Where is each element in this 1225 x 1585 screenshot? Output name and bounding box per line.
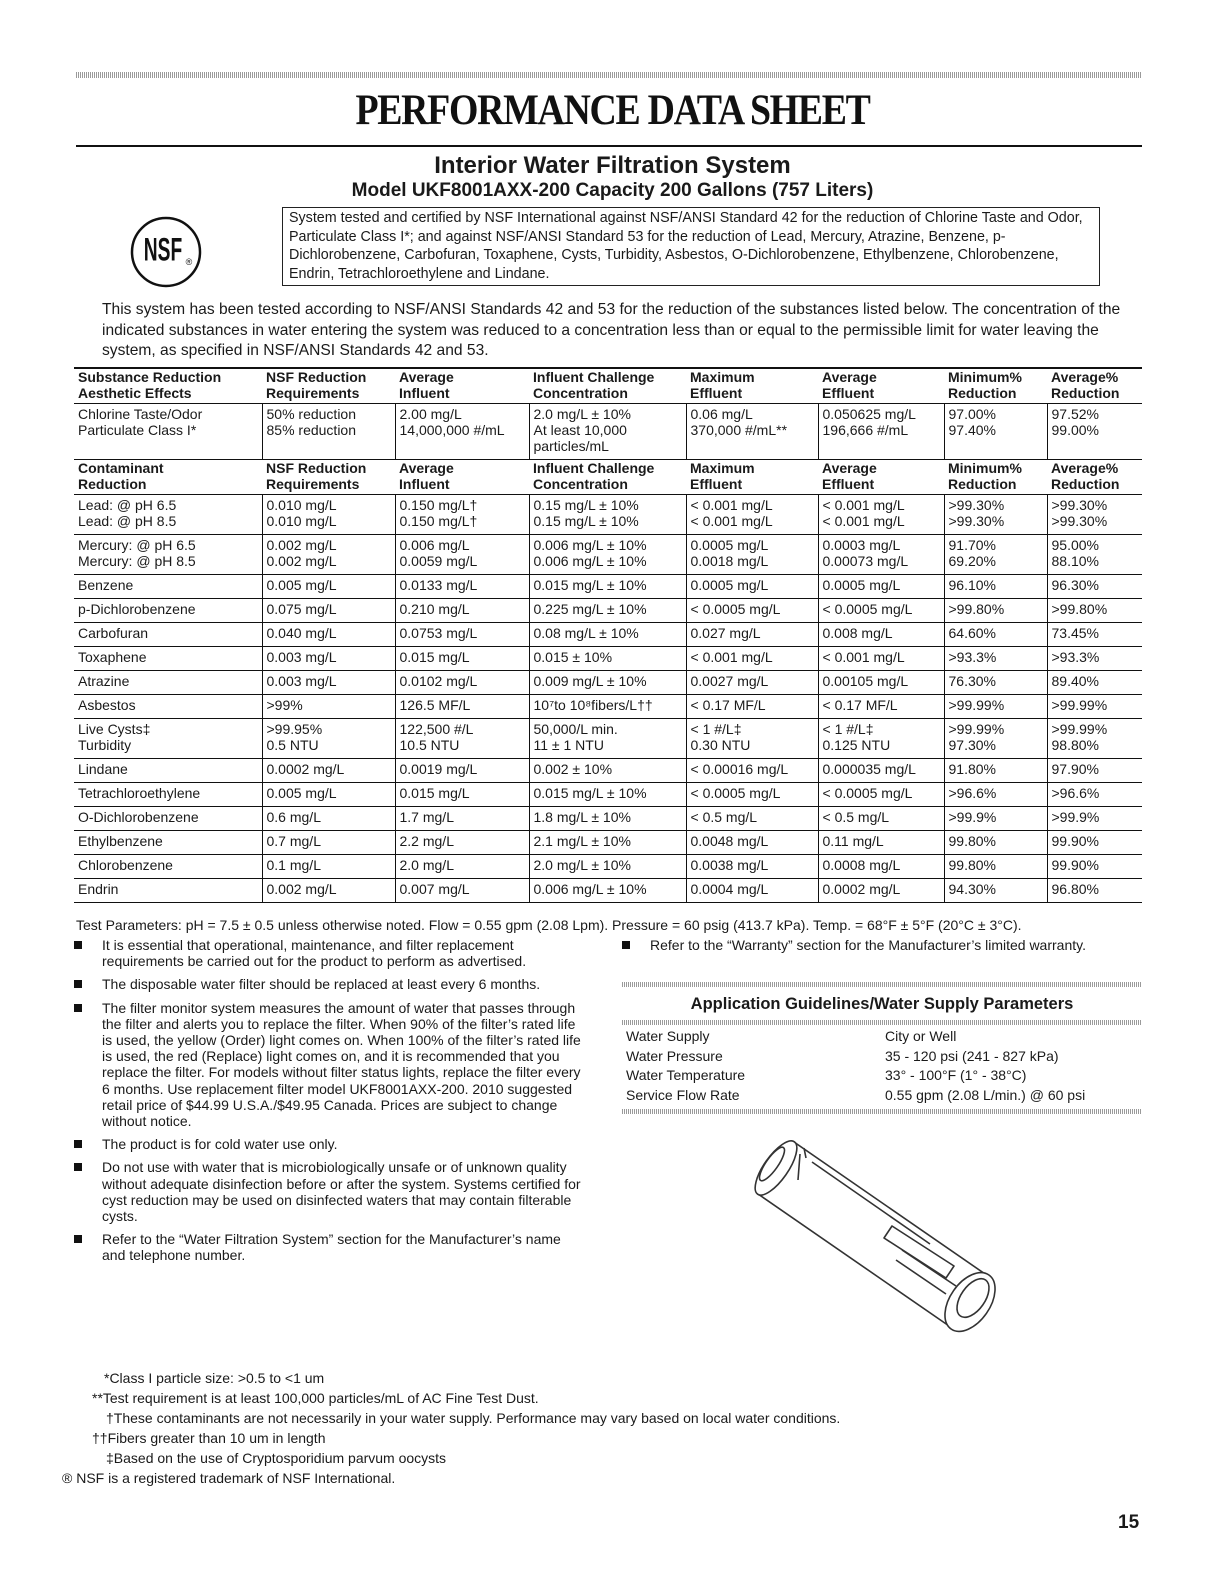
table-cell: < 1 #/L‡ 0.125 NTU: [818, 718, 944, 758]
application-label: Service Flow Rate: [626, 1086, 740, 1103]
bullet-text: The product is for cold water use only.: [102, 1136, 338, 1153]
table-cell: 0.225 mg/L ± 10%: [529, 598, 686, 622]
table-cell: 0.050625 mg/L 196,666 #/mL: [818, 403, 944, 459]
bullet-item: [74, 1136, 584, 1152]
table-cell: Lead: @ pH 6.5 Lead: @ pH 8.5: [74, 494, 262, 534]
table-row: [74, 598, 1142, 622]
table-cell: 99.80%: [944, 854, 1047, 878]
page-title: PERFORMANCE DATA SHEET: [355, 87, 870, 134]
table-cell: 99.90%: [1047, 830, 1142, 854]
table-cell: 0.015 mg/L ± 10%: [529, 782, 686, 806]
application-row: [626, 1086, 1138, 1106]
table-cell: 0.11 mg/L: [818, 830, 944, 854]
application-rows: [622, 1025, 1142, 1109]
table-cell: Lindane: [74, 758, 262, 782]
title-rule: [76, 145, 1142, 147]
table-cell: 97.00% 97.40%: [944, 403, 1047, 459]
table-cell: 50,000/L min. 11 ± 1 NTU: [529, 718, 686, 758]
table-cell: 0.006 mg/L 0.0059 mg/L: [395, 534, 529, 574]
bullet-text: Refer to the “Water Filtration System” section for the Manufacturer’s name and telephone number.: [102, 1231, 561, 1264]
table-cell: 96.80%: [1047, 878, 1142, 902]
table-cell: 0.0038 mg/L: [686, 854, 818, 878]
table-cell: 0.0102 mg/L: [395, 670, 529, 694]
table-cell: 0.1 mg/L: [262, 854, 395, 878]
bullet-text: The disposable water filter should be replaced at least every 6 months.: [102, 976, 541, 993]
column-header: Contaminant Reduction: [74, 459, 262, 494]
bullet-item: [74, 976, 584, 992]
table-row: [74, 758, 1142, 782]
table-cell: 126.5 MF/L: [395, 694, 529, 718]
model-line: Model UKF8001AXX-200 Capacity 200 Gallons (757 Liters): [351, 180, 874, 201]
column-header: Minimum% Reduction: [944, 459, 1047, 494]
table-cell: < 0.17 MF/L: [686, 694, 818, 718]
table-cell: 0.007 mg/L: [395, 878, 529, 902]
column-header: Maximum Effluent: [686, 368, 818, 403]
table-cell: < 0.001 mg/L: [686, 646, 818, 670]
bullet-text: Do not use with water that is microbiologically unsafe or of unknown quality without adequate disinfection before or after the system. Systems certified for cyst reduction may be used on disinfected waters that may contain filterable cysts.: [102, 1159, 581, 1225]
table-cell: 0.015 mg/L: [395, 646, 529, 670]
nsf-logo-text: NSF: [143, 231, 183, 268]
column-header: Influent Challenge Concentration: [529, 368, 686, 403]
table-cell: 99.80%: [944, 830, 1047, 854]
table-cell: < 0.5 mg/L: [818, 806, 944, 830]
table-cell: 96.10%: [944, 574, 1047, 598]
table-cell: >99.99% 98.80%: [1047, 718, 1142, 758]
application-row: [626, 1047, 1138, 1067]
table-cell: 0.15 mg/L ± 10% 0.15 mg/L ± 10%: [529, 494, 686, 534]
table-cell: 122,500 #/L 10.5 NTU: [395, 718, 529, 758]
bullet-item: [74, 1231, 584, 1263]
table-cell: 0.003 mg/L: [262, 670, 395, 694]
table-cell: 0.0048 mg/L: [686, 830, 818, 854]
top-hatch-rule: [76, 72, 1142, 78]
table-cell: 0.6 mg/L: [262, 806, 395, 830]
square-bullet-icon: [74, 1140, 82, 1148]
table-cell: 0.075 mg/L: [262, 598, 395, 622]
square-bullet-icon: [74, 1004, 82, 1012]
table-cell: >99.80%: [944, 598, 1047, 622]
table-row: [74, 878, 1142, 902]
table-cell: 0.00105 mg/L: [818, 670, 944, 694]
table-cell: >99.80%: [1047, 598, 1142, 622]
table-cell: 89.40%: [1047, 670, 1142, 694]
hatch-rule: [622, 1109, 1142, 1114]
square-bullet-icon: [622, 941, 630, 949]
table-cell: Mercury: @ pH 6.5 Mercury: @ pH 8.5: [74, 534, 262, 574]
column-header: Average% Reduction: [1047, 459, 1142, 494]
table-cell: 0.0005 mg/L 0.0018 mg/L: [686, 534, 818, 574]
table-cell: 97.90%: [1047, 758, 1142, 782]
table-cell: >96.6%: [1047, 782, 1142, 806]
bullet-text: Refer to the “Warranty” section for the Manufacturer’s limited warranty.: [650, 937, 1086, 953]
table-cell: 91.70% 69.20%: [944, 534, 1047, 574]
application-label: Water Supply: [626, 1028, 710, 1044]
table-cell: < 0.00016 mg/L: [686, 758, 818, 782]
column-header: Average Influent: [395, 368, 529, 403]
table-cell: 0.150 mg/L† 0.150 mg/L†: [395, 494, 529, 534]
table-cell: 0.009 mg/L ± 10%: [529, 670, 686, 694]
table-cell: 0.08 mg/L ± 10%: [529, 622, 686, 646]
table-cell: < 0.17 MF/L: [818, 694, 944, 718]
table-cell: 0.0027 mg/L: [686, 670, 818, 694]
table-cell: 10⁷to 10⁸fibers/L††: [529, 694, 686, 718]
application-value: City or Well: [885, 1028, 957, 1044]
table-cell: 91.80%: [944, 758, 1047, 782]
water-filter-illustration: [742, 1118, 1022, 1340]
column-header: Substance Reduction Aesthetic Effects: [74, 368, 262, 403]
table-cell: 2.0 mg/L: [395, 854, 529, 878]
column-header: NSF Reduction Requirements: [262, 368, 395, 403]
table-cell: 96.30%: [1047, 574, 1142, 598]
test-parameters: Test Parameters: pH = 7.5 ± 0.5 unless otherwise noted. Flow = 0.55 gpm (2.08 Lpm). Pressure = 60 psig (413.7 kPa). Temp. = 68°F ± 5°F (20°C ± 3°C).: [76, 917, 1022, 933]
bullet-item: [74, 1000, 584, 1130]
table-cell: 0.040 mg/L: [262, 622, 395, 646]
table-cell: 99.90%: [1047, 854, 1142, 878]
table-cell: >99.30% >99.30%: [944, 494, 1047, 534]
table-cell: Asbestos: [74, 694, 262, 718]
table-cell: 0.06 mg/L 370,000 #/mL**: [686, 403, 818, 459]
table-cell: 2.2 mg/L: [395, 830, 529, 854]
table-cell: Atrazine: [74, 670, 262, 694]
registered-mark: ®: [185, 257, 193, 267]
table-cell: 94.30%: [944, 878, 1047, 902]
table-cell: < 0.0005 mg/L: [818, 598, 944, 622]
system-title: Interior Water Filtration System: [434, 152, 791, 179]
table-cell: Tetrachloroethylene: [74, 782, 262, 806]
table-cell: < 0.0005 mg/L: [818, 782, 944, 806]
table-cell: >99.99%: [1047, 694, 1142, 718]
performance-table: [74, 367, 1142, 903]
square-bullet-icon: [74, 1235, 82, 1243]
table-cell: < 0.001 mg/L: [818, 646, 944, 670]
table-cell: 0.0019 mg/L: [395, 758, 529, 782]
table-cell: 0.005 mg/L: [262, 574, 395, 598]
column-header: Minimum% Reduction: [944, 368, 1047, 403]
table-cell: 0.7 mg/L: [262, 830, 395, 854]
table-row: [74, 574, 1142, 598]
table-cell: >93.3%: [1047, 646, 1142, 670]
table-header-row: [74, 459, 1142, 494]
footnote: **Test requirement is at least 100,000 particles/mL of AC Fine Test Dust.: [92, 1390, 539, 1406]
table-row: [74, 494, 1142, 534]
table-cell: 0.210 mg/L: [395, 598, 529, 622]
table-cell: 0.0753 mg/L: [395, 622, 529, 646]
table-cell: 0.0005 mg/L: [818, 574, 944, 598]
table-cell: Chlorine Taste/Odor Particulate Class I*: [74, 403, 262, 459]
table-cell: p-Dichlorobenzene: [74, 598, 262, 622]
table-cell: < 0.001 mg/L < 0.001 mg/L: [818, 494, 944, 534]
table-cell: 0.006 mg/L ± 10% 0.006 mg/L ± 10%: [529, 534, 686, 574]
footnote: †These contaminants are not necessarily in your water supply. Performance may vary based on local water conditions.: [106, 1410, 841, 1426]
application-guidelines-box: [622, 982, 1142, 1114]
table-cell: 0.005 mg/L: [262, 782, 395, 806]
table-cell: < 0.0005 mg/L: [686, 598, 818, 622]
column-header: NSF Reduction Requirements: [262, 459, 395, 494]
table-cell: 0.0002 mg/L: [818, 878, 944, 902]
column-header: Average Effluent: [818, 368, 944, 403]
table-cell: >99.30% >99.30%: [1047, 494, 1142, 534]
table-cell: >99.99% 97.30%: [944, 718, 1047, 758]
table-cell: >93.3%: [944, 646, 1047, 670]
bullet-item: [74, 1159, 584, 1224]
column-header: Maximum Effluent: [686, 459, 818, 494]
square-bullet-icon: [74, 980, 82, 988]
table-cell: 50% reduction 85% reduction: [262, 403, 395, 459]
certification-box: System tested and certified by NSF International against NSF/ANSI Standard 42 for the reduction of Chlorine Taste and Odor, Particulate Class I*; and against NSF/ANSI Standard 53 for the reduction of Lead, Mercury, Atrazine, Benzene, p-Dichlorobenzene, Carbofuran, Toxaphene, Cysts, Turbidity, Asbestos, O-Dichlorobenzene, Ethylbenzene, Chlorobenzene, Endrin, Tetrachloroethylene and Lindane.: [282, 207, 1100, 286]
table-cell: 0.002 mg/L 0.002 mg/L: [262, 534, 395, 574]
application-label: Water Pressure: [626, 1047, 723, 1064]
footnotes: [62, 1368, 840, 1488]
table-cell: Endrin: [74, 878, 262, 902]
column-header: Average Influent: [395, 459, 529, 494]
table-cell: 0.0002 mg/L: [262, 758, 395, 782]
table-cell: 0.0008 mg/L: [818, 854, 944, 878]
table-cell: 2.0 mg/L ± 10% At least 10,000 particles/mL: [529, 403, 686, 459]
table-cell: 0.015 mg/L ± 10%: [529, 574, 686, 598]
table-row: [74, 534, 1142, 574]
application-value: 33° - 100°F (1° - 38°C): [885, 1067, 1027, 1083]
table-cell: Benzene: [74, 574, 262, 598]
table-header-row: [74, 368, 1142, 403]
table-cell: 0.0133 mg/L: [395, 574, 529, 598]
table-cell: < 1 #/L‡ 0.30 NTU: [686, 718, 818, 758]
bullet-text: The filter monitor system measures the amount of water that passes through the filter and alerts you to replace the filter. When 90% of the filter’s rated life is used, the yellow (Order) light comes on. When 100% of the filter’s rated life is used, the red (Replace) light comes on, and it is recommended that you replace the filter. For models without filter status lights, replace the filter every 6 months. Use replacement filter model UKF8001AXX-200. 2010 suggested retail price of $44.99 U.S.A./$49.95 Canada. Prices are subject to change without notice.: [102, 999, 581, 1130]
footnote: *Class I particle size: >0.5 to <1 um: [104, 1370, 325, 1386]
bullet-list-left: [74, 937, 584, 1271]
column-header: Influent Challenge Concentration: [529, 459, 686, 494]
table-cell: 1.8 mg/L ± 10%: [529, 806, 686, 830]
nsf-logo: [130, 216, 202, 288]
intro-paragraph: This system has been tested according to NSF/ANSI Standards 42 and 53 for the reduction of the substances listed below. The concentration of the indicated substances in water entering the system was reduced to a concentration less than or equal to the permissible limit for water leaving the system, as specified in NSF/ANSI Standards 42 and 53.: [102, 301, 1121, 359]
bullet-item: [74, 937, 584, 969]
table-cell: Toxaphene: [74, 646, 262, 670]
table-cell: 64.60%: [944, 622, 1047, 646]
application-title: Application Guidelines/Water Supply Parameters: [690, 995, 1074, 1013]
table-row: [74, 782, 1142, 806]
table-cell: 2.1 mg/L ± 10%: [529, 830, 686, 854]
table-cell: 0.027 mg/L: [686, 622, 818, 646]
table-row: [74, 694, 1142, 718]
table-cell: 95.00% 88.10%: [1047, 534, 1142, 574]
table-row: [74, 854, 1142, 878]
table-cell: >99%: [262, 694, 395, 718]
table-cell: < 0.001 mg/L < 0.001 mg/L: [686, 494, 818, 534]
bullet-text: It is essential that operational, maintenance, and filter replacement requirements be carried out for the product to perform as advertised.: [102, 937, 527, 970]
bullet-list-right: [622, 937, 1142, 960]
table-cell: >96.6%: [944, 782, 1047, 806]
table-row: [74, 403, 1142, 459]
table-row: [74, 622, 1142, 646]
table-cell: Chlorobenzene: [74, 854, 262, 878]
footnote: ‡Based on the use of Cryptosporidium parvum oocysts: [106, 1450, 447, 1466]
application-value: 0.55 gpm (2.08 L/min.) @ 60 psi: [885, 1086, 1086, 1103]
table-cell: 76.30%: [944, 670, 1047, 694]
table-row: [74, 718, 1142, 758]
table-cell: 1.7 mg/L: [395, 806, 529, 830]
table-cell: O-Dichlorobenzene: [74, 806, 262, 830]
table-cell: Carbofuran: [74, 622, 262, 646]
column-header: Average% Reduction: [1047, 368, 1142, 403]
table-cell: >99.9%: [944, 806, 1047, 830]
table-cell: < 0.0005 mg/L: [686, 782, 818, 806]
table-cell: 0.0004 mg/L: [686, 878, 818, 902]
square-bullet-icon: [74, 1163, 82, 1171]
table-cell: 0.015 ± 10%: [529, 646, 686, 670]
table-cell: < 0.5 mg/L: [686, 806, 818, 830]
table-cell: >99.9%: [1047, 806, 1142, 830]
application-value: 35 - 120 psi (241 - 827 kPa): [885, 1047, 1059, 1064]
table-cell: 0.015 mg/L: [395, 782, 529, 806]
application-row: [626, 1066, 1138, 1086]
application-row: [626, 1027, 1138, 1047]
table-cell: 0.0005 mg/L: [686, 574, 818, 598]
table-cell: >99.99%: [944, 694, 1047, 718]
table-cell: 0.008 mg/L: [818, 622, 944, 646]
footnote: ††Fibers greater than 10 um in length: [92, 1430, 326, 1446]
table-cell: 0.010 mg/L 0.010 mg/L: [262, 494, 395, 534]
footnote: ® NSF is a registered trademark of NSF International.: [62, 1470, 396, 1486]
table-row: [74, 670, 1142, 694]
table-cell: 97.52% 99.00%: [1047, 403, 1142, 459]
table-row: [74, 646, 1142, 670]
table-cell: Live Cysts‡ Turbidity: [74, 718, 262, 758]
page-number: 15: [1118, 1512, 1140, 1533]
table-row: [74, 830, 1142, 854]
table-cell: 0.006 mg/L ± 10%: [529, 878, 686, 902]
table-cell: >99.95% 0.5 NTU: [262, 718, 395, 758]
table-cell: 0.000035 mg/L: [818, 758, 944, 782]
table-cell: 0.0003 mg/L 0.00073 mg/L: [818, 534, 944, 574]
table-row: [74, 806, 1142, 830]
table-cell: 0.003 mg/L: [262, 646, 395, 670]
column-header: Average Effluent: [818, 459, 944, 494]
table-cell: 2.00 mg/L 14,000,000 #/mL: [395, 403, 529, 459]
table-cell: 0.002 mg/L: [262, 878, 395, 902]
table-cell: 2.0 mg/L ± 10%: [529, 854, 686, 878]
application-label: Water Temperature: [626, 1067, 746, 1083]
table-cell: 0.002 ± 10%: [529, 758, 686, 782]
bullet-item: [622, 937, 1142, 953]
table-cell: 73.45%: [1047, 622, 1142, 646]
square-bullet-icon: [74, 941, 82, 949]
table-cell: Ethylbenzene: [74, 830, 262, 854]
